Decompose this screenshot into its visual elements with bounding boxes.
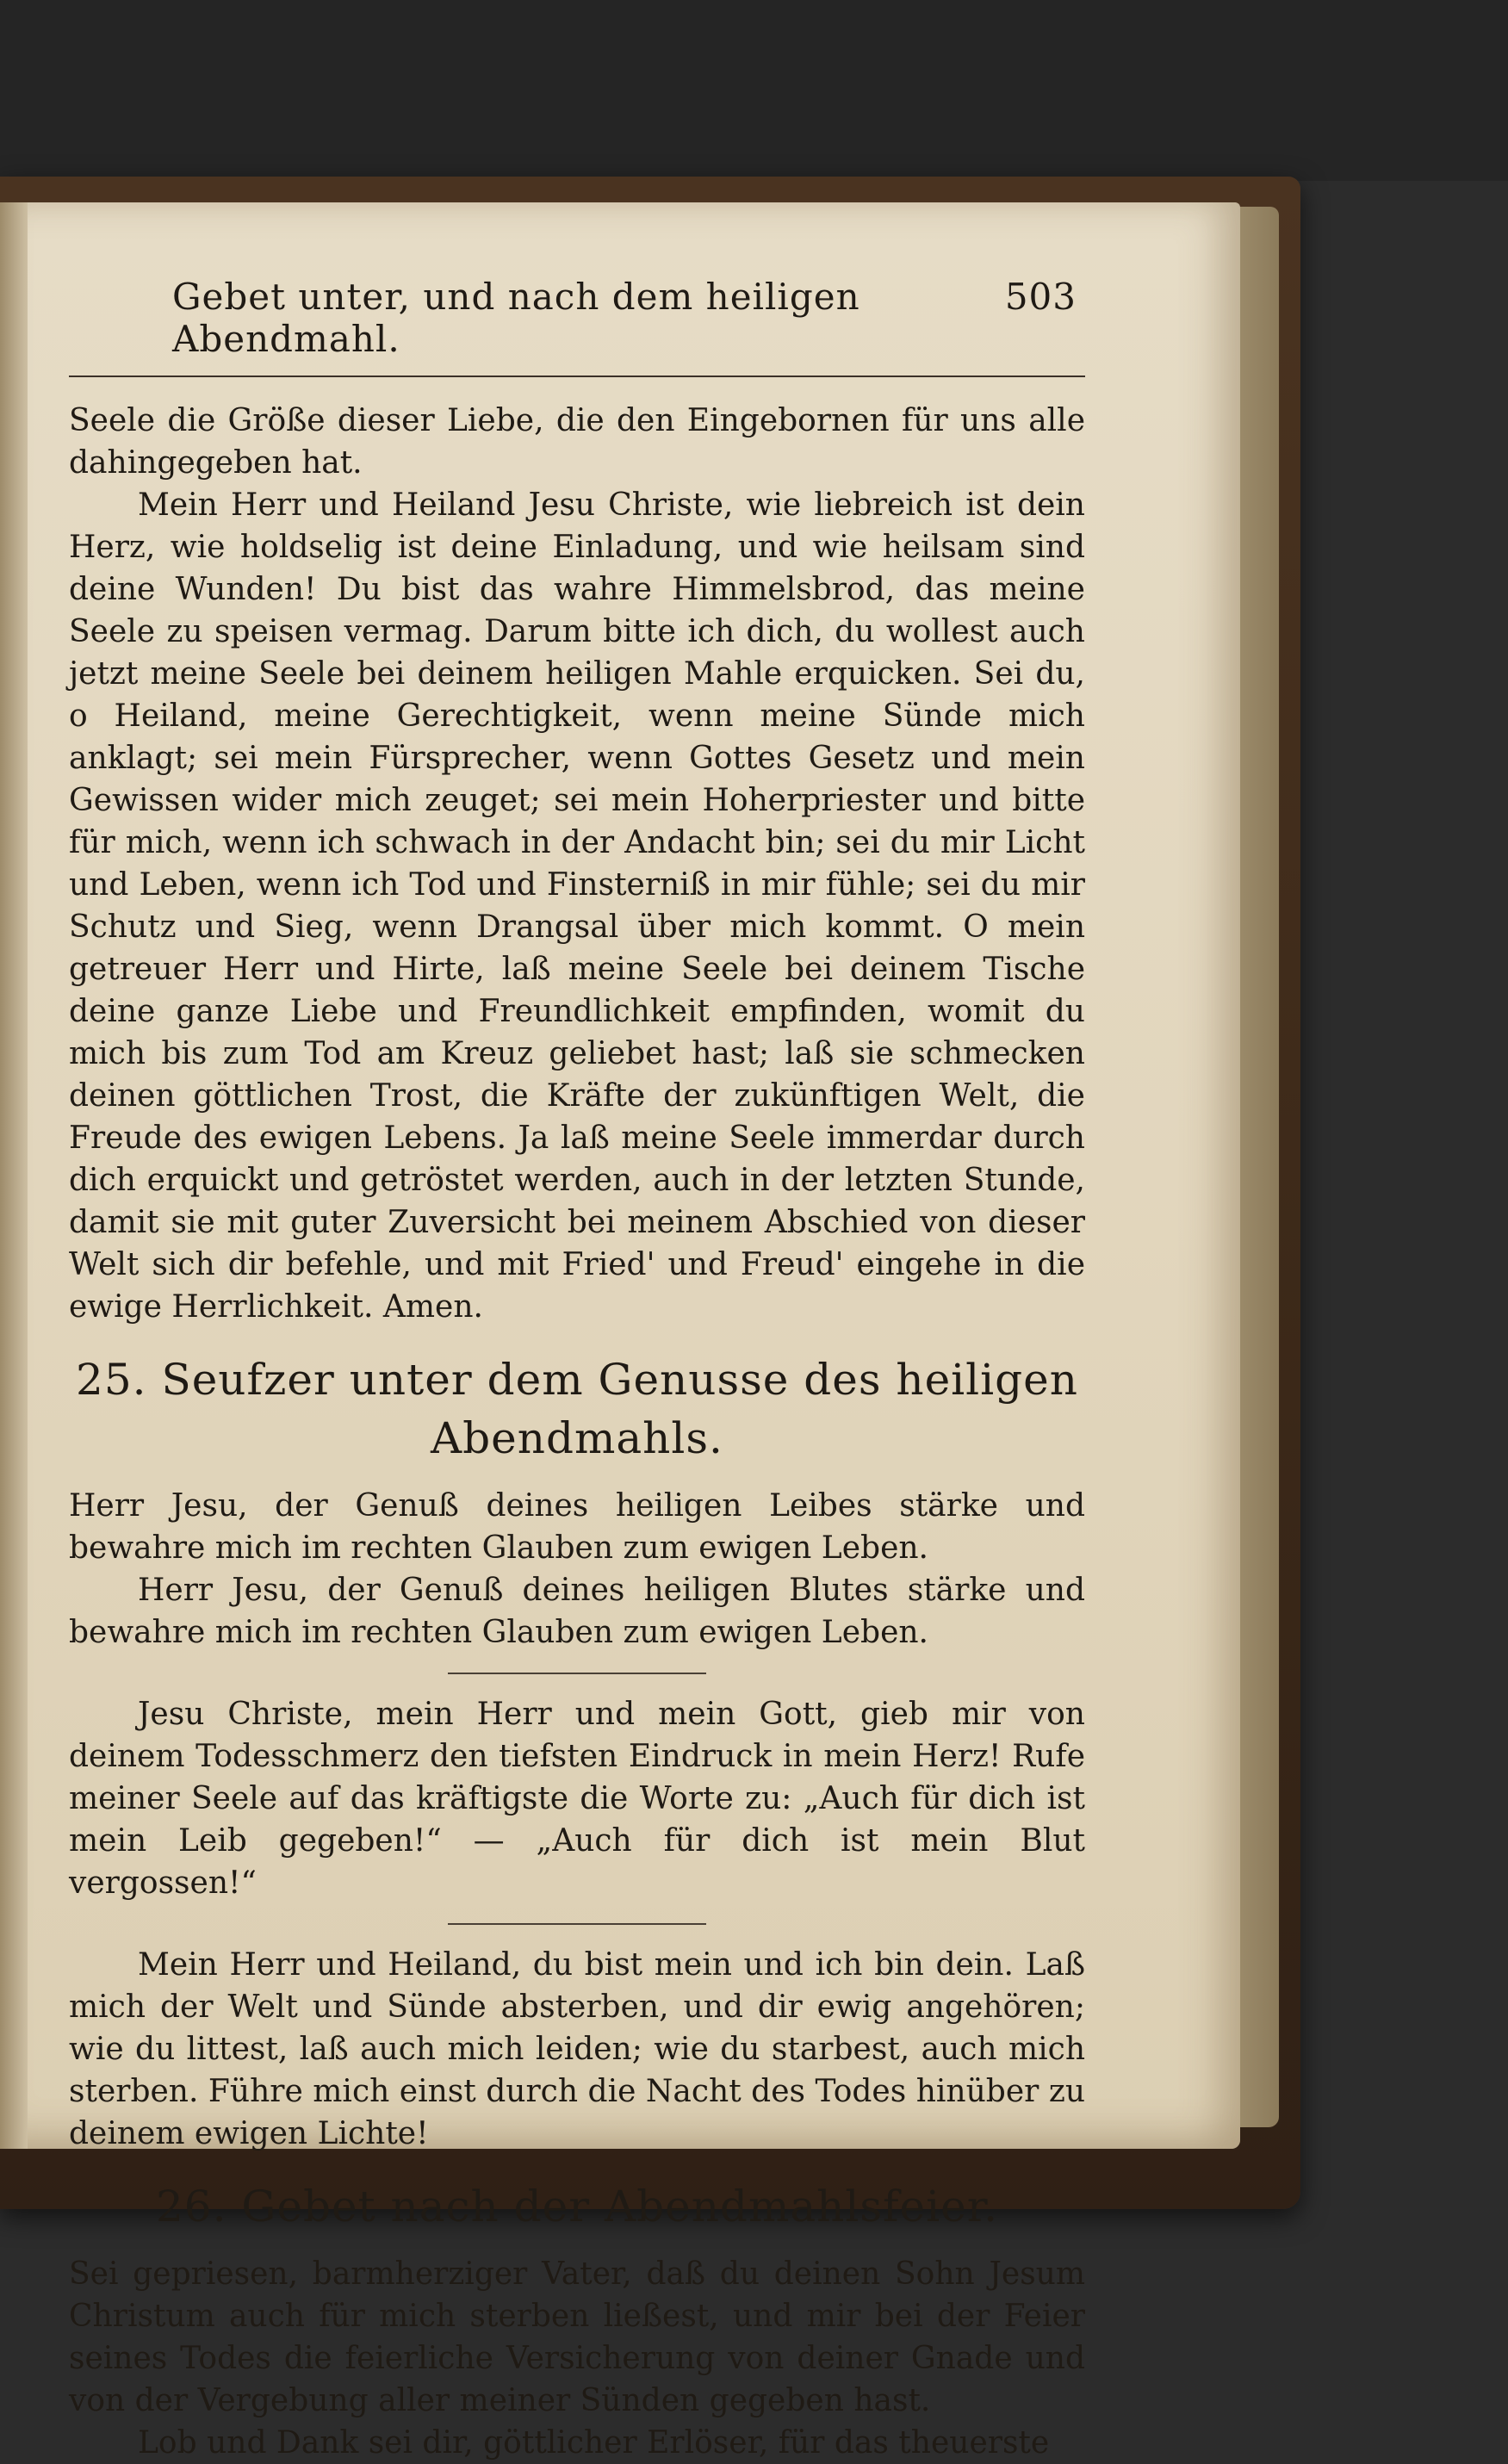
- heading-line: Abendmahls.: [431, 1413, 723, 1463]
- paragraph: Mein Herr und Heiland, du bist mein und ich bin dein. Laß mich der Welt und Sünde absterben, und dir ewig angehören; wie du littest, laß auch mich leiden; wie du starbest, auch mich sterben. Führe mich einst durch die Nacht des Todes hinüber zu deinem ewigen Lichte!: [69, 1947, 1085, 2151]
- paragraph: Seele die Größe dieser Liebe, die den Eingebornen für uns alle dahingegeben hat.: [69, 403, 1085, 481]
- page-content: [69, 276, 1085, 2464]
- running-head: [69, 276, 1085, 377]
- paragraph: Sei gepriesen, barmherziger Vater, daß du deinen Sohn Jesum Christum auch für mich sterben ließest, und mir bei der Feier seines Todes die feierliche Versicherung von deiner Gnade und von der Vergebung aller meiner Sünden gegeben hast.: [69, 2256, 1085, 2418]
- divider: [448, 1923, 706, 1925]
- paragraph: Mein Herr und Heiland Jesu Christe, wie liebreich ist dein Herz, wie holdselig ist deine Einladung, und wie heilsam sind deine Wunden! Du bist das wahre Himmelsbrod, das meine Seele zu speisen vermag. Darum bitte ich dich, du wollest auch jetzt meine Seele bei deinem heiligen Mahle erquicken. Sei du, o Heiland, meine Gerechtigkeit, wenn meine Sünde mich anklagt; sei mein Fürsprecher, wenn Gottes Gesetz und mein Gewissen wider mich zeuget; sei mein Hoherpriester und bitte für mich, wenn ich schwach in der Andacht bin; sei du mir Licht und Leben, wenn ich Tod und Finsterniß in mir fühle; sei du mir Schutz und Sieg, wenn Drangsal über mich kommt. O mein getreuer Herr und Hirte, laß meine Seele bei deinem Tische deine ganze Liebe und Freundlichkeit empfinden, womit du mich bis zum Tod am Kreuz geliebet hast; laß sie schmecken deinen göttlichen Trost, die Kräfte der zukünftigen Welt, die Freude des ewigen Lebens. Ja laß meine Seele immerdar durch dich erquickt und getröstet werden, auch in der letzten Stunde, damit sie mit guter Zuversicht bei meinem Abschied von dieser Welt sich dir befehle, und mit Fried' und Freud' eingehe in die ewige Herrlichkeit. Amen.: [69, 487, 1085, 1325]
- divider: [448, 1673, 706, 1674]
- paragraph: Jesu Christe, mein Herr und mein Gott, gieb mir von deinem Todesschmerz den tiefsten Eindruck in mein Herz! Rufe meiner Seele auf das kräftigste die Worte zu: „Auch für dich ist mein Leib gegeben!“ — „Auch für dich ist mein Blut vergossen!“: [69, 1697, 1085, 1901]
- running-head-title: Gebet unter, und nach dem heiligen Abendmahl.: [172, 276, 860, 360]
- paragraph: Herr Jesu, der Genuß deines heiligen Leibes stärke und bewahre mich im rechten Glauben zum ewigen Leben.: [69, 1488, 1085, 1566]
- paragraph: Herr Jesu, der Genuß deines heiligen Blutes stärke und bewahre mich im rechten Glauben zum ewigen Leben.: [69, 1573, 1085, 1650]
- page-number: 503: [1004, 276, 1077, 318]
- page-gutter: [0, 202, 28, 2149]
- background: [0, 0, 1508, 181]
- section-heading-25: [69, 1350, 1085, 1468]
- paragraph: Lob und Dank sei dir, göttlicher Erlöser, für das theuerste: [138, 2425, 1050, 2461]
- heading-line: 25. Seufzer unter dem Genusse des heiligen: [76, 1355, 1078, 1405]
- section-heading-26: 26. Gebet nach der Abendmahlsfeier.: [156, 2182, 998, 2231]
